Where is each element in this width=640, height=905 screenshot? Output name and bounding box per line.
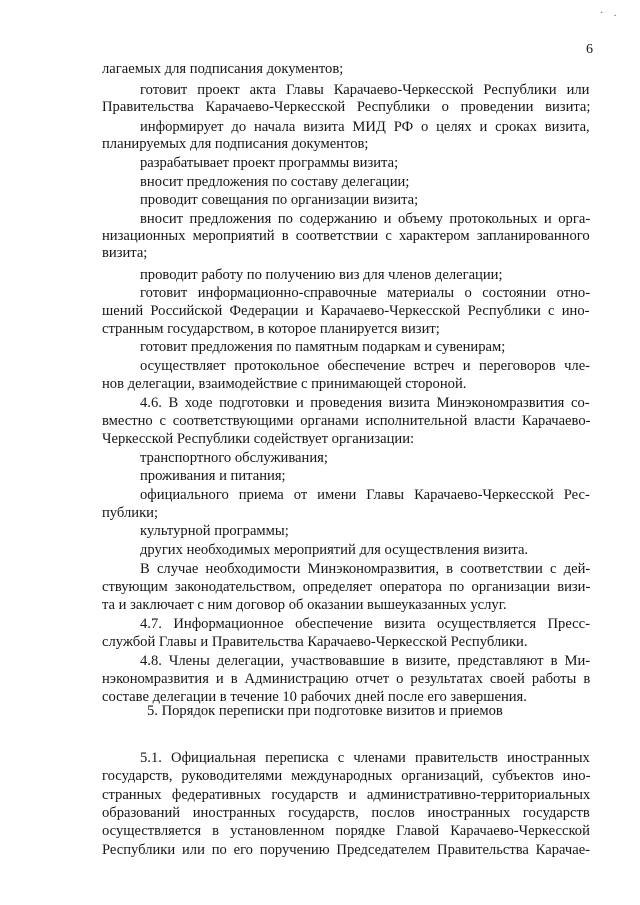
text-line: 4.7. Информационное обеспечение визита осуществляется Пресс- [140, 616, 590, 632]
text-line: нов делегации, взаимодействие с принимающей стороной. [102, 376, 467, 392]
text-line: проводит работу по получению виз для членов делегации; [140, 267, 503, 283]
section-heading: 5. Порядок переписки при подготовке визитов и приемов [147, 703, 503, 719]
text-line: составе делегации в течение 10 рабочих дней после его завершения. [102, 689, 527, 705]
text-line: вносит предложения по составу делегации; [140, 174, 410, 190]
text-line: визита; [102, 245, 148, 261]
text-line: вносит предложения по содержанию и объему протокольных и орга- [140, 211, 591, 227]
text-line: культурной программы; [140, 523, 289, 539]
text-line: публики; [102, 505, 159, 521]
text-line: готовит информационно-справочные материалы о состоянии отно- [140, 285, 591, 301]
text-line: Республики или по его поручению Председателем Правительства Карачае- [102, 842, 591, 858]
text-line: информирует до начала визита МИД РФ о целях и сроках визита, [140, 119, 590, 135]
text-line: государств, руководителями международных организаций, субъектов ино- [102, 768, 591, 784]
page-number: 6 [586, 42, 593, 57]
text-line: осуществляется в установленном порядке Главой Карачаево-Черкесской [102, 823, 590, 839]
text-line: странных федеративных государств и административно-территориальных [102, 787, 591, 803]
text-line: ствующим законодательством, определяет оператора по организации визи- [102, 579, 591, 595]
text-line: разрабатывает проект программы визита; [140, 155, 399, 171]
text-line: шений Российской Федерации и Карачаево-Черкесской Республики с ино- [102, 303, 590, 319]
text-line: осуществляет протокольное обеспечение встреч и переговоров чле- [140, 358, 591, 374]
text-line: 4.6. В ходе подготовки и проведения визита Минэкономразвития со- [140, 395, 590, 411]
text-line: проводит совещания по организации визита; [140, 192, 419, 208]
text-line: службой Главы и Правительства Карачаево-Черкесской Республики. [102, 634, 528, 650]
text-line: 5.1. Официальная переписка с членами правительств иностранных [140, 750, 590, 766]
text-line: странным государством, в которое планируется визит; [102, 321, 440, 337]
text-line: Черкесской Республики содействует организации: [102, 431, 415, 447]
text-line: та и заключает с ним договор об оказании вышеуказанных услуг. [102, 597, 507, 613]
text-line: планируемых для подписания документов; [102, 136, 369, 152]
text-line: В случае необходимости Минэкономразвития, в соответствии с дей- [140, 561, 591, 577]
text-line: вместно с соответствующими органами исполнительной власти Карачаево- [102, 413, 591, 429]
text-line: Правительства Карачаево-Черкесской Республики о проведении визита; [102, 99, 591, 115]
text-line: готовит предложения по памятным подаркам и сувенирам; [140, 339, 506, 355]
scan-specks: · . [600, 8, 621, 19]
text-line: нэкономразвития и в Администрацию отчет о результатах своей работы в [102, 671, 591, 687]
text-line: готовит проект акта Главы Карачаево-Черкесской Республики или [140, 82, 590, 98]
text-line: 4.8. Члены делегации, участвовавшие в визите, представляют в Ми- [140, 653, 591, 669]
text-line: проживания и питания; [140, 468, 286, 484]
text-line: других необходимых мероприятий для осуществления визита. [140, 542, 529, 558]
text-line: образований иностранных государств, послов иностранных государств [102, 805, 590, 821]
text-line: лагаемых для подписания документов; [102, 61, 344, 77]
text-line: официального приема от имени Главы Карачаево-Черкесской Рес- [140, 487, 590, 503]
text-line: транспортного обслуживания; [140, 450, 328, 466]
text-line: низационных мероприятий в соответствии с характером запланированного [102, 228, 590, 244]
